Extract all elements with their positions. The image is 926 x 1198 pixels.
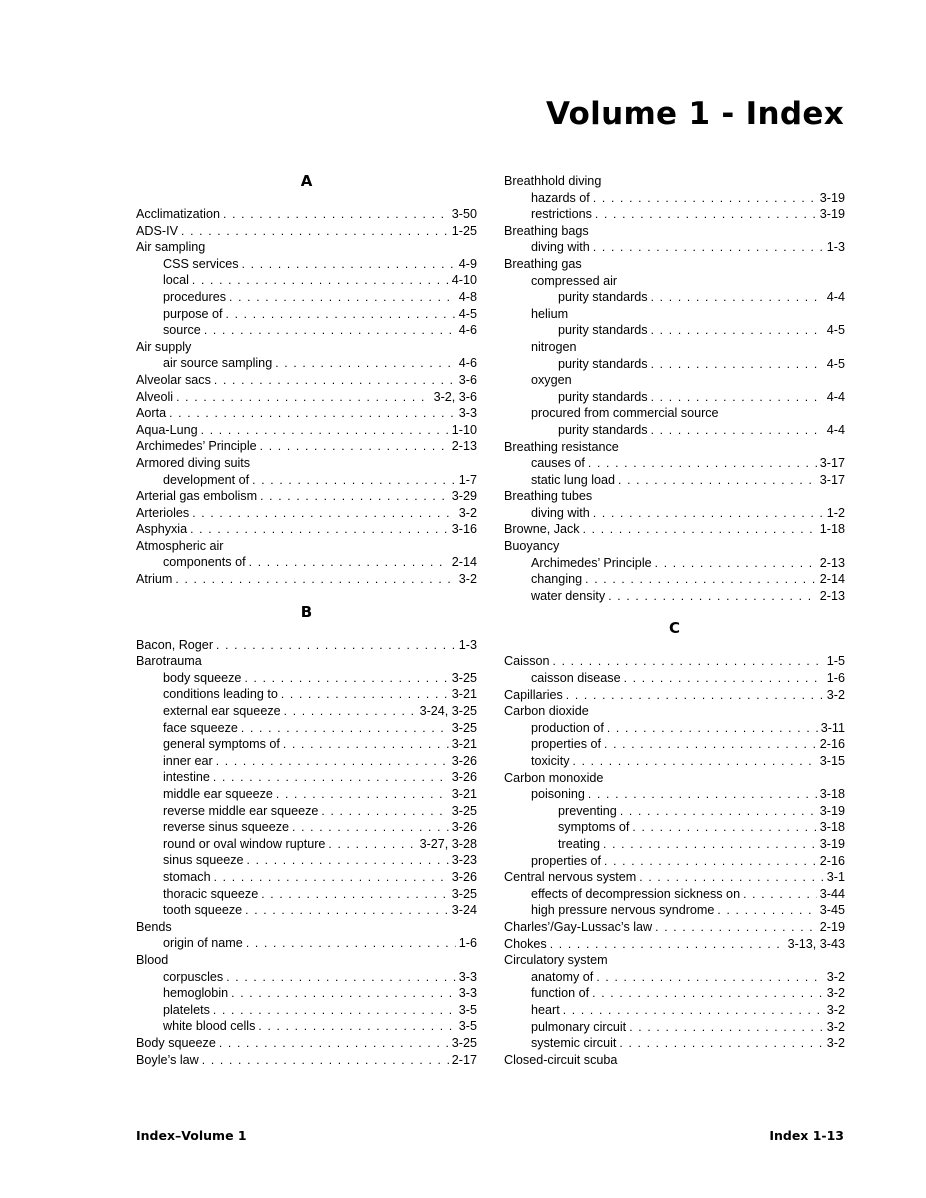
index-entry: function of . . . 3-2 bbox=[504, 985, 845, 1002]
index-entry: Archimedes’ Principle . . . 2-13 bbox=[504, 555, 845, 572]
index-entry: conditions leading to . . . 3-21 bbox=[136, 686, 477, 703]
index-entry: effects of decompression sickness on . . . 3-44 bbox=[504, 886, 845, 903]
index-entry: heart . . . 3-2 bbox=[504, 1002, 845, 1019]
index-entry: sinus squeeze . . . 3-23 bbox=[136, 852, 477, 869]
index-entry: purity standards . . . 4-5 bbox=[504, 322, 845, 339]
index-entry: properties of . . . 2-16 bbox=[504, 736, 845, 753]
index-entry: procedures . . . 4-8 bbox=[136, 289, 477, 306]
index-entry: hazards of . . . 3-19 bbox=[504, 190, 845, 207]
index-entry: Aorta . . . 3-3 bbox=[136, 405, 477, 422]
index-entry: Barotrauma bbox=[136, 654, 202, 669]
index-entry: causes of . . . 3-17 bbox=[504, 455, 845, 472]
index-entry: Closed-circuit scuba bbox=[504, 1052, 618, 1067]
index-entry: Boyle’s law . . . 2-17 bbox=[136, 1052, 477, 1069]
index-entry: air source sampling . . . 4-6 bbox=[136, 355, 477, 372]
index-entry: Chokes . . . 3-13, 3-43 bbox=[504, 936, 845, 953]
index-entry: changing . . . 2-14 bbox=[504, 571, 845, 588]
index-entry: Air supply bbox=[136, 339, 192, 354]
index-entry: toxicity . . . 3-15 bbox=[504, 753, 845, 770]
index-entry: face squeeze . . . 3-25 bbox=[136, 720, 477, 737]
index-entry: Browne, Jack . . . 1-18 bbox=[504, 521, 845, 538]
index-entry: water density . . . 2-13 bbox=[504, 588, 845, 605]
index-entry: Carbon dioxide bbox=[504, 704, 589, 719]
index-entry: Bacon, Roger . . . 1-3 bbox=[136, 637, 477, 654]
index-entry: high pressure nervous syndrome . . . 3-45 bbox=[504, 902, 845, 919]
index-entry: helium bbox=[531, 306, 569, 321]
index-entry: purity standards . . . 4-5 bbox=[504, 356, 845, 373]
right-column bbox=[504, 173, 845, 1068]
index-list-b bbox=[136, 637, 477, 1068]
index-entry: purity standards . . . 4-4 bbox=[504, 422, 845, 439]
index-entry: Acclimatization . . . 3-50 bbox=[136, 206, 477, 223]
index-entry: external ear squeeze . . . 3-24, 3-25 bbox=[136, 703, 477, 720]
index-entry: Bends bbox=[136, 919, 172, 934]
index-entry: poisoning . . . 3-18 bbox=[504, 786, 845, 803]
page-title: Volume 1 - Index bbox=[545, 96, 844, 132]
index-entry: Carbon monoxide bbox=[504, 770, 604, 785]
index-entry: nitrogen bbox=[531, 339, 577, 354]
index-entry: treating . . . 3-19 bbox=[504, 836, 845, 853]
index-entry: corpuscles . . . 3-3 bbox=[136, 969, 477, 986]
index-entry: diving with . . . 1-2 bbox=[504, 505, 845, 522]
index-entry: Breathing tubes bbox=[504, 489, 593, 504]
index-entry: Alveoli . . . 3-2, 3-6 bbox=[136, 389, 477, 406]
index-entry: inner ear . . . 3-26 bbox=[136, 753, 477, 770]
index-entry: tooth squeeze . . . 3-24 bbox=[136, 902, 477, 919]
index-entry: Arterial gas embolism . . . 3-29 bbox=[136, 488, 477, 505]
index-entry: source . . . 4-6 bbox=[136, 322, 477, 339]
index-entry: stomach . . . 3-26 bbox=[136, 869, 477, 886]
index-entry: Air sampling bbox=[136, 240, 206, 255]
index-entry: oxygen bbox=[531, 373, 572, 388]
index-entry: Armored diving suits bbox=[136, 455, 251, 470]
index-list-a bbox=[136, 206, 477, 588]
index-entry: Circulatory system bbox=[504, 953, 608, 968]
index-entry: components of . . . 2-14 bbox=[136, 554, 477, 571]
index-entry: origin of name . . . 1-6 bbox=[136, 935, 477, 952]
index-entry: diving with . . . 1-3 bbox=[504, 239, 845, 256]
index-entry: hemoglobin . . . 3-3 bbox=[136, 985, 477, 1002]
index-entry: development of . . . 1-7 bbox=[136, 472, 477, 489]
index-entry: Capillaries . . . 3-2 bbox=[504, 687, 845, 704]
index-entry: restrictions . . . 3-19 bbox=[504, 206, 845, 223]
index-list-c bbox=[504, 653, 845, 1068]
index-entry: ADS-IV . . . 1-25 bbox=[136, 223, 477, 240]
index-entry: Caisson . . . 1-5 bbox=[504, 653, 845, 670]
left-column bbox=[136, 173, 477, 1068]
index-entry: static lung load . . . 3-17 bbox=[504, 472, 845, 489]
index-entry: round or oval window rupture . . . 3-27, 3-28 bbox=[136, 836, 477, 853]
index-entry: platelets . . . 3-5 bbox=[136, 1002, 477, 1019]
index-entry: production of . . . 3-11 bbox=[504, 720, 845, 737]
footer-left: Index–Volume 1 bbox=[136, 1128, 247, 1143]
index-entry: pulmonary circuit . . . 3-2 bbox=[504, 1019, 845, 1036]
index-entry: body squeeze . . . 3-25 bbox=[136, 670, 477, 687]
index-entry: caisson disease . . . 1-6 bbox=[504, 670, 845, 687]
index-entry: purpose of . . . 4-5 bbox=[136, 306, 477, 323]
index-entry: procured from commercial source bbox=[531, 406, 719, 421]
index-entry: Atrium . . . 3-2 bbox=[136, 571, 477, 588]
index-entry: Breathhold diving bbox=[504, 174, 602, 188]
index-entry: preventing . . . 3-19 bbox=[504, 803, 845, 820]
index-entry: general symptoms of . . . 3-21 bbox=[136, 736, 477, 753]
index-entry: CSS services . . . 4-9 bbox=[136, 256, 477, 273]
index-entry: Alveolar sacs . . . 3-6 bbox=[136, 372, 477, 389]
index-entry: compressed air bbox=[531, 273, 618, 288]
index-entry: intestine . . . 3-26 bbox=[136, 769, 477, 786]
index-entry: systemic circuit . . . 3-2 bbox=[504, 1035, 845, 1052]
index-entry: middle ear squeeze . . . 3-21 bbox=[136, 786, 477, 803]
index-entry: reverse sinus squeeze . . . 3-26 bbox=[136, 819, 477, 836]
index-entry: Body squeeze . . . 3-25 bbox=[136, 1035, 477, 1052]
section-heading-c: C bbox=[668, 619, 680, 638]
index-entry: Asphyxia . . . 3-16 bbox=[136, 521, 477, 538]
index-entry: Charles’/Gay-Lussac’s law . . . 2-19 bbox=[504, 919, 845, 936]
index-entry: local . . . 4-10 bbox=[136, 272, 477, 289]
index-entry: Breathing gas bbox=[504, 256, 582, 271]
index-entry: anatomy of . . . 3-2 bbox=[504, 969, 845, 986]
index-entry: purity standards . . . 4-4 bbox=[504, 289, 845, 306]
index-entry: Blood bbox=[136, 952, 169, 967]
index-entry: Breathing resistance bbox=[504, 439, 619, 454]
index-entry: thoracic squeeze . . . 3-25 bbox=[136, 886, 477, 903]
index-entry: Buoyancy bbox=[504, 539, 560, 554]
index-entry: purity standards . . . 4-4 bbox=[504, 389, 845, 406]
footer-right: Index 1-13 bbox=[769, 1128, 844, 1143]
index-entry: symptoms of . . . 3-18 bbox=[504, 819, 845, 836]
index-entry: Breathing bags bbox=[504, 223, 589, 238]
index-entry: Arterioles . . . 3-2 bbox=[136, 505, 477, 522]
index-entry: Central nervous system . . . 3-1 bbox=[504, 869, 845, 886]
section-heading-b: B bbox=[300, 602, 313, 621]
index-entry: properties of . . . 2-16 bbox=[504, 853, 845, 870]
index-entry: Archimedes’ Principle . . . 2-13 bbox=[136, 438, 477, 455]
index-entry: white blood cells . . . 3-5 bbox=[136, 1018, 477, 1035]
index-list-b-continued bbox=[504, 173, 845, 604]
index-entry: reverse middle ear squeeze . . . 3-25 bbox=[136, 803, 477, 820]
index-entry: Atmospheric air bbox=[136, 538, 224, 553]
index-entry: Aqua-Lung . . . 1-10 bbox=[136, 422, 477, 439]
section-heading-a: A bbox=[300, 172, 313, 190]
